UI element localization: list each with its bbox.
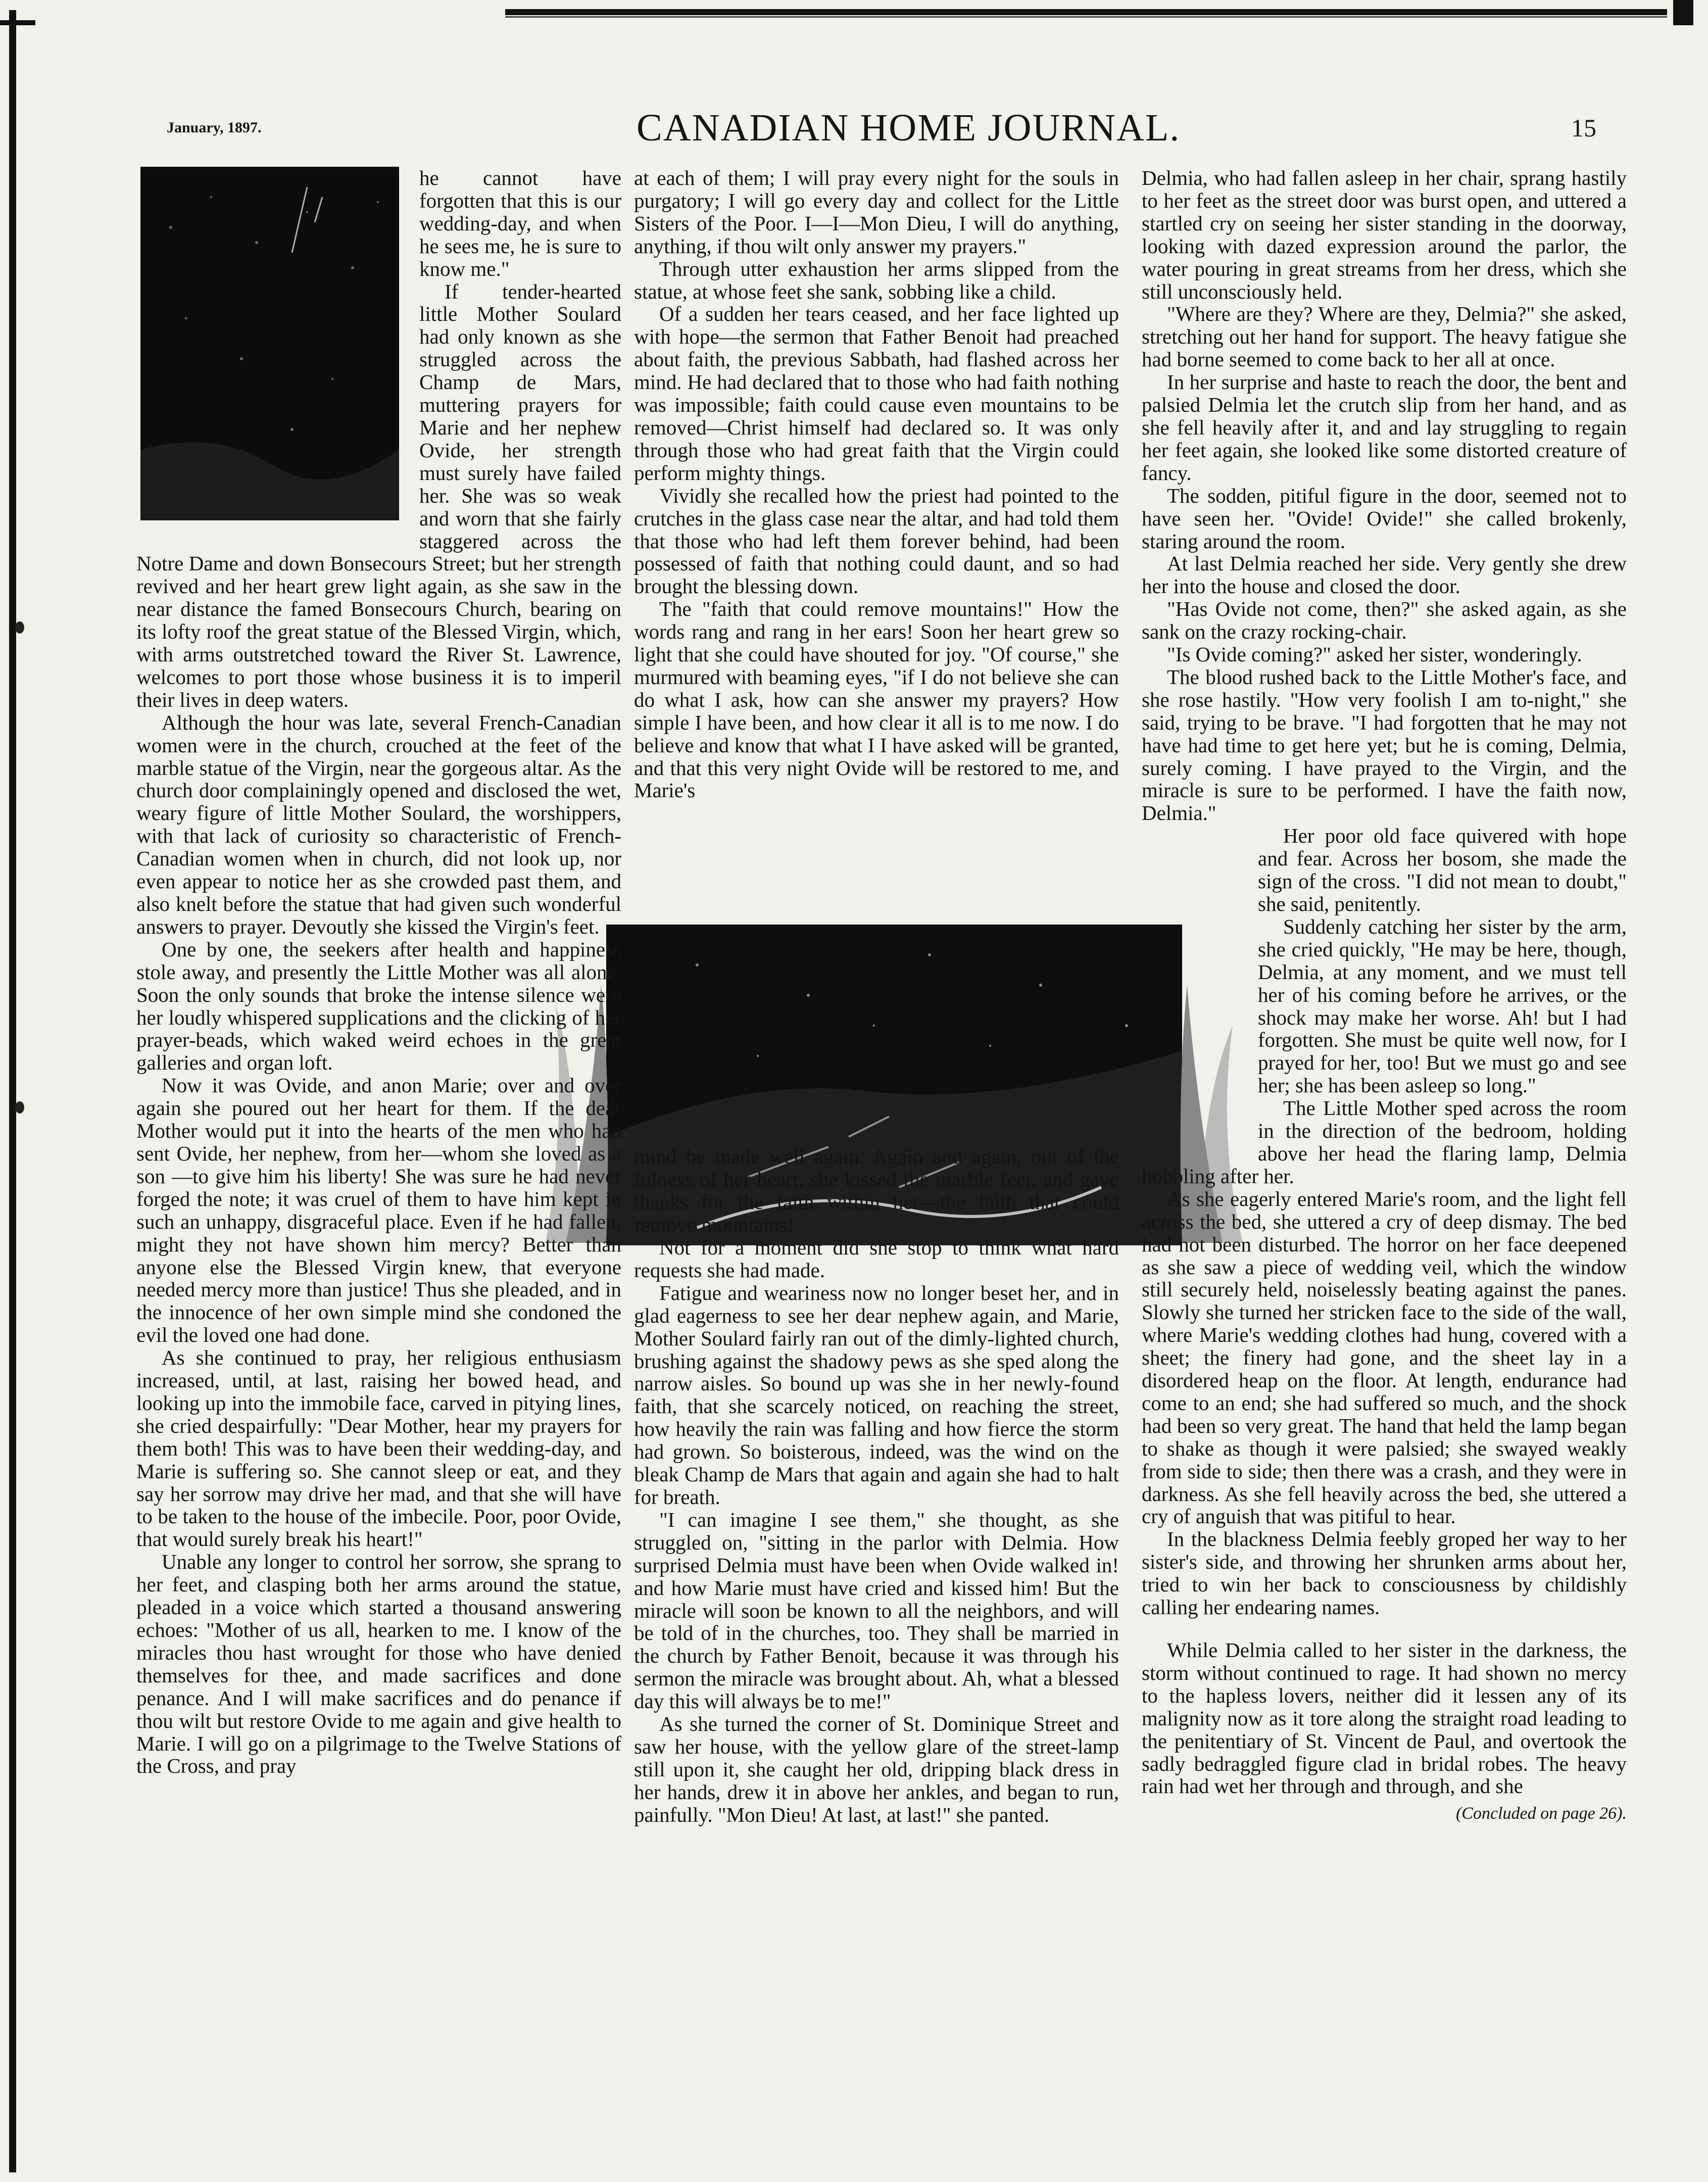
paragraph: "I can imagine I see them," she thought, as she struggled on, "sitting in the parlor with Delmia. How surprised Delmia must have been when Ovide walked in! and how Marie must have cried and kissed him! But the miracle will soon be known to all the neighbors, and will be told of in the churches, too. They shall be married in the church by Father Benoit, because it was through his sermon the miracle was brought about. Ah, what a blessed day this will always be to me!" (634, 1508, 1119, 1713)
paragraph: Delmia, who had fallen asleep in her chair, sprang hastily to her feet as the street door was burst open, and uttered a startled cry on seeing her sister standing in the doorway, looking with dazed expression around the parlor, the water pouring in great streams from her dress, which she still unconsciously held. (1142, 166, 1627, 303)
column-1 (136, 167, 621, 2112)
paragraph: "Is Ovide coming?" asked her sister, wonderingly. (1167, 643, 1582, 666)
paragraph: While Delmia called to her sister in the darkness, the storm without continued to rage. It had shown no mercy to the hapless lovers, neither did it lessen any of its malignity now as it tore along the straight road leading to the penitentiary of St. Vincent de Paul, and overtook the sadly bedraggled figure clad in bridal robes. The heavy rain had wet her through and through, and she (1142, 1638, 1627, 1798)
continued-note: (Concluded on page 26). (1455, 1804, 1627, 1823)
journal-title: CANADIAN HOME JOURNAL. (637, 107, 1181, 149)
column-3 (1142, 167, 1627, 2112)
paragraph: Of a sudden her tears ceased, and her face lighted up with hope—the sermon that Father Benoit had preached about faith, the previous Sabbath, had flashed across her mind. He had declared that to those who had faith nothing was impossible; faith could cause even mountains to be removed—Christ himself had declared so. It was only through those who had great faith that the Virgin could perform mighty things. (634, 302, 1119, 484)
paragraph: The "faith that could remove mountains!" How the words rang and rang in her ears! Soon her heart grew so light that she could have shouted for joy. "Of course," she murmured with beaming eyes, "if I do not believe she can do what I ask, how can she answer my prayers? How simple I have been, and how clear it all is to me now. I do believe and know that what I I have asked will be granted, and that this very night Ovide will be restored to me, and Marie's (634, 597, 1119, 802)
paragraph: Her poor old face quivered with hope and fear. Across her bosom, she made the sign of the cross. "I did not mean to doubt," she said, penitently. (1258, 824, 1627, 915)
page-number: 15 (1571, 114, 1596, 142)
paragraph: As she eagerly entered Marie's room, and the light fell across the bed, she uttered a cry of deep dismay. The bed had not been disturbed. The horror on her face deepened as she saw a piece of wedding veil, which the window still securely held, noiselessly beating against the panes. Slowly she turned her stricken face to the side of the wall, where Marie's wedding clothes had hung, covered with a sheet; the finery had gone, and the sheet lay in a disordered heap on the floor. At length, endurance had come to an end; she had suffered so much, and the shock had been so very great. The hand that held the lamp began to shake as though it were palsied; she swayed weakly from side to side; then there was a crash, and they were in darkness. As she fell heavily across the bed, she uttered a cry of anguish that was pitiful to hear. (1142, 1187, 1627, 1528)
column-2 (634, 167, 1119, 2112)
paragraph: Fatigue and weariness now no longer beset her, and in glad eagerness to see her dear nephew again, and Marie, Mother Soulard fairly ran out of the dimly-lighted church, brushing against the shadowy pews as she sped along the narrow aisles. So bound up was she in her newly-found faith, that she scarcely noticed, on reaching the street, how heavily the rain was falling and how fierce the storm had grown. So boisterous, indeed, was the wind on the bleak Champ de Mars that again and again she had to halt for breath. (634, 1281, 1119, 1509)
issue-date: January, 1897. (167, 119, 262, 136)
paragraph: In the blackness Delmia feebly groped her way to her sister's side, and throwing her shrunken arms about her, tried to win her back to consciousness by childishly calling her endearing names. (1142, 1527, 1627, 1619)
paragraph: Now it was Ovide, and anon Marie; over and over again she poured out her heart for them. If the dear Mother would put it into the hearts of the men who had sent Ovide, her nephew, from her—whom she loved as a son —to give him his liberty! She was sure he had never forged the note; it was cruel of them to have him kept in such an unhappy, disgraceful place. Even if he had fallen, might they not have shown him mercy? Better than anyone else the Blessed Virgin knew, that everyone needed mercy more than justice! Thus she pleaded, and in the innocence of her own simple mind she condoned the evil the loved one had done. (136, 1074, 621, 1347)
paragraph: At last Delmia reached her side. Very gently she drew her into the house and closed the door. (1142, 552, 1627, 598)
top-rule-thin (505, 16, 1667, 18)
paragraph: Suddenly catching her sister by the arm, she cried quickly, "He may be here, though, Delmia, at any moment, and we must tell her of his coming before he arrives, or the shock may make her worse. Ah! but I had forgotten. She must be quite well now, for I prayed for her, too! But we must go and see her; she has been asleep so long." (1258, 914, 1627, 1097)
page-header (167, 101, 1632, 152)
paragraph: As she continued to pray, her religious enthusiasm increased, until, at last, raising her bowed head, and looking up into the immobile face, carved in pitying lines, she cried despairfully: "Dear Mother, hear my prayers for them both! This was to have been their wedding-day, and Marie is suffering so. She cannot sleep or eat, and they say her sorrow may drive her mad, and that she will have to be taken to the house of the imbecile. Poor, poor Ovide, that would surely break his heart!" (136, 1346, 621, 1551)
paragraph: Unable any longer to control her sorrow, she sprang to her feet, and clasping both her arms around the statue, pleaded in a voice which started a thousand answering echoes: "Mother of us all, hearken to me. I know of the miracles thou hast wrought for those who have denied themselves for thee, and made sacrifices and done penance. And I will make sacrifices and do penance if thou wilt but restore Ovide to me again and give health to Marie. I will go on a pilgrimage to the Twelve Stations of the Cross, and pray (136, 1550, 621, 1778)
paragraph: The sodden, pitiful figure in the door, seemed not to have seen her. "Ovide! Ovide!" she called brokenly, staring around the room. (1142, 483, 1627, 553)
corner-mark (1673, 0, 1693, 25)
paragraph: Vividly she recalled how the priest had pointed to the crutches in the glass case near the altar, and had told them that those who had left them forever behind, had been possessed of faith that nothing could daunt, and so had brought the blessing down. (634, 483, 1119, 598)
paragraph: mind be made well again. Again and again, out of the fulness of her heart, she kissed the marble feet, and gave thanks for the faith within her—the faith that could remove mountains! (634, 1145, 1119, 1237)
paragraph: "Has Ovide not come, then?" she asked again, as she sank on the crazy rocking-chair. (1142, 597, 1627, 644)
paragraph: "Where are they? Where are they, Delmia?" she asked, stretching out her hand for support. The heavy fatigue she had borne seemed to come back to her all at once. (1142, 302, 1627, 371)
binding-edge-hook (0, 20, 35, 25)
paragraph: One by one, the seekers after health and happiness stole away, and presently the Little Mother was all alone. Soon the only sounds that broke the intense silence were her loudly whispered supplications and the clicking of her prayer-beads, which waked weird echoes in the great galleries and organ loft. (136, 937, 621, 1075)
paragraph: As she turned the corner of St. Dominique Street and saw her house, with the yellow glare of the street-lamp still upon it, she caught her old, dripping black dress in her hands, drew it in above her ankles, and began to run, painfully. "Mon Dieu! At last, at last!" she panted. (634, 1712, 1119, 1826)
binding-edge-bar (9, 10, 16, 2172)
paragraph: at each of them; I will pray every night for the souls in purgatory; I will go every day and collect for the Little Sisters of the Poor. I—I—Mon Dieu, I will do anything, anything, if thou wilt only answer my prayers." (634, 166, 1119, 258)
paragraph: Although the hour was late, several French-Canadian women were in the church, crouched at the feet of the marble statue of the Virgin, near the gorgeous altar. As the church door complainingly opened and disclosed the wet, weary figure of little Mother Soulard, the worshippers, with that lack of curiosity so characteristic of French-Canadian women when in church, did not look up, nor even appear to notice her as she crowded past them, and also knelt before the statue that had given such wonderful answers to prayer. Devoutly she kissed the Virgin's feet. (136, 710, 621, 938)
paragraph: The Little Mother sped across the room in the direction of the bedroom, holding above her head the flaring lamp, Delmia hobbling after her. (1142, 1096, 1627, 1188)
paragraph: he cannot have forgotten that this is our wedding-day, and when he sees me, he is sure to know me." (419, 166, 621, 280)
margin-ink-mark (15, 1101, 24, 1113)
paragraph: Not for a moment did she stop to think what hard requests she had made. (634, 1236, 1119, 1282)
top-rule (505, 9, 1667, 15)
margin-ink-mark (15, 621, 24, 634)
paragraph: The blood rushed back to the Little Mother's face, and she rose hastily. "How very foolish I am to-night," she said, trying to be brave. "I had forgotten that he may not have had time to get here yet; but he is coming, Delmia, surely coming. I have prayed to the Virgin, and the miracle is sure to be performed. I have the faith now, Delmia." (1142, 665, 1627, 825)
paragraph: If tender-hearted little Mother Soulard had only known as she struggled across the Champ de Mars, muttering prayers for Marie and her nephew Ovide, her strength must surely have failed her. She was so weak and worn that she fairly staggered across the Notre Dame and down Bonsecours Street; but her strength revived and her heart grew light again, as she saw in the near distance the famed Bonsecours Church, bearing on its lofty roof the great statue of the Blessed Virgin, which, with arms outstretched toward the River St. Lawrence, welcomes to port those whose business it is to imperil their lives in deep waters. (136, 279, 621, 711)
paragraph: In her surprise and haste to reach the door, the bent and palsied Delmia let the crutch slip from her hand, and as she fell heavily after it, and and lay struggling to regain her feet again, she looked like some distorted creature of fancy. (1142, 370, 1627, 484)
paragraph: Through utter exhaustion her arms slipped from the statue, at whose feet she sank, sobbing like a child. (634, 257, 1119, 303)
